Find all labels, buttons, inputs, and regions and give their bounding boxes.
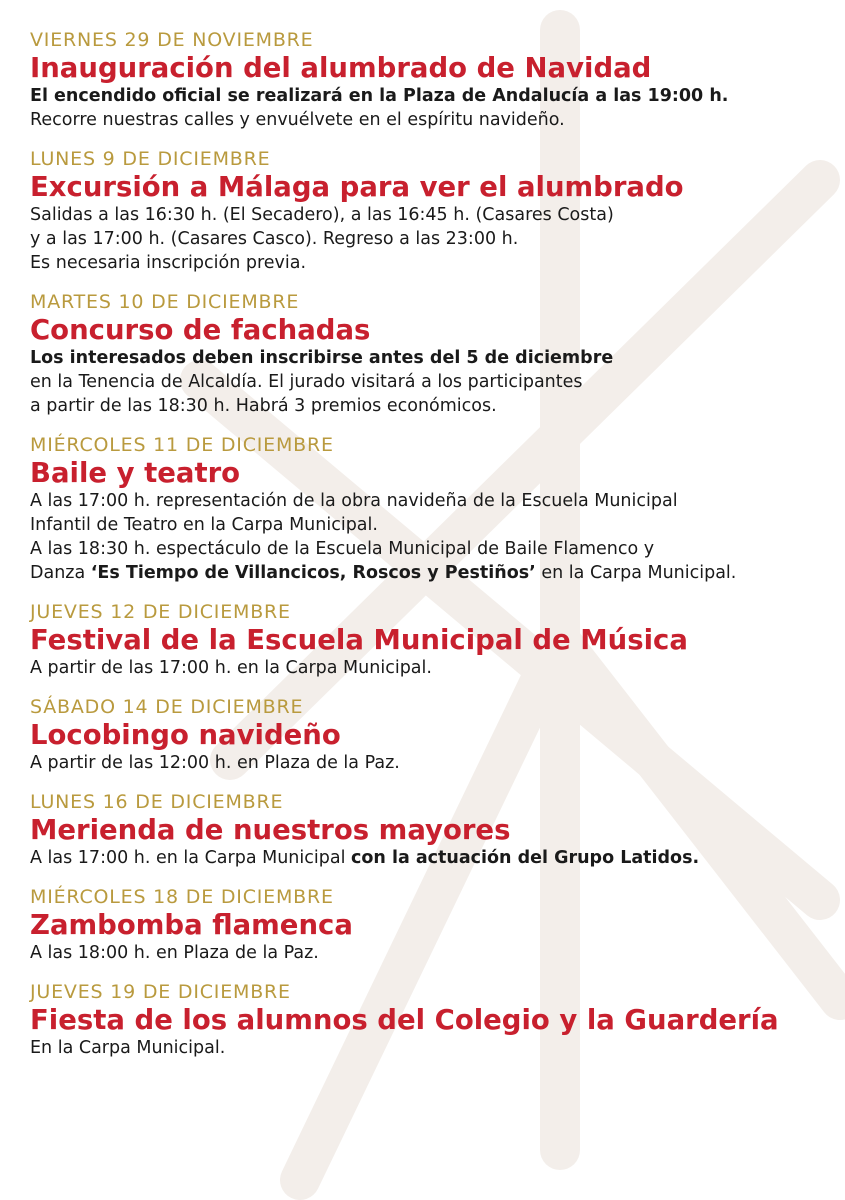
description-text: y a las 17:00 h. (Casares Casco). Regreso a las 23:00 h. (30, 229, 519, 249)
event-title: Locobingo navideño (30, 719, 341, 751)
description-text: Infantil de Teatro en la Carpa Municipal. (30, 515, 378, 535)
description-text: A las 18:00 h. en Plaza de la Paz. (30, 943, 319, 963)
event-title: Baile y teatro (30, 457, 241, 489)
event-item (30, 147, 830, 275)
event-title: Inauguración del alumbrado de Navidad (30, 52, 652, 84)
event-title: Zambomba flamenca (30, 909, 353, 941)
event-description-line (30, 513, 830, 537)
description-text: en la Tenencia de Alcaldía. El jurado visitará a los participantes (30, 372, 583, 392)
event-item (30, 885, 830, 965)
event-description-line (30, 84, 830, 108)
description-text: en la Carpa Municipal. (535, 563, 737, 583)
event-date: VIERNES 29 DE NOVIEMBRE (30, 29, 314, 51)
event-description-line (30, 227, 830, 251)
description-text: Salidas a las 16:30 h. (El Secadero), a las 16:45 h. (Casares Costa) (30, 205, 614, 225)
event-program (30, 28, 830, 1075)
event-date: LUNES 9 DE DICIEMBRE (30, 148, 271, 170)
event-date: SÁBADO 14 DE DICIEMBRE (30, 696, 304, 718)
event-description-line (30, 656, 830, 680)
description-text: Recorre nuestras calles y envuélvete en el espíritu navideño. (30, 110, 565, 130)
event-date: MIÉRCOLES 11 DE DICIEMBRE (30, 434, 334, 456)
event-description-line (30, 203, 830, 227)
event-item (30, 290, 830, 418)
description-text: Danza (30, 563, 91, 583)
description-bold-text: con la actuación del Grupo Latidos. (351, 848, 700, 868)
event-description-line (30, 108, 830, 132)
description-bold-text: El encendido oficial se realizará en la Plaza de Andalucía a las 19:00 h. (30, 86, 729, 106)
event-description-line (30, 941, 830, 965)
event-item (30, 980, 830, 1060)
event-date: MARTES 10 DE DICIEMBRE (30, 291, 300, 313)
event-item (30, 600, 830, 680)
event-date: JUEVES 19 DE DICIEMBRE (30, 981, 291, 1003)
description-text: Es necesaria inscripción previa. (30, 253, 307, 273)
event-description-line (30, 537, 830, 561)
description-bold-text: Los interesados deben inscribirse antes del 5 de diciembre (30, 348, 614, 368)
event-title: Excursión a Málaga para ver el alumbrado (30, 171, 684, 203)
description-text: A partir de las 12:00 h. en Plaza de la Paz. (30, 753, 400, 773)
description-text: A partir de las 17:00 h. en la Carpa Municipal. (30, 658, 432, 678)
event-description-line (30, 561, 830, 585)
event-description-line (30, 370, 830, 394)
event-item (30, 695, 830, 775)
event-title: Fiesta de los alumnos del Colegio y la Guardería (30, 1004, 779, 1036)
event-description-line (30, 489, 830, 513)
event-description-line (30, 346, 830, 370)
description-bold-text: ‘Es Tiempo de Villancicos, Roscos y Pestiños’ (90, 563, 536, 583)
description-text: a partir de las 18:30 h. Habrá 3 premios económicos. (30, 396, 497, 416)
event-description-line (30, 751, 830, 775)
event-description-line (30, 251, 830, 275)
event-title: Merienda de nuestros mayores (30, 814, 511, 846)
event-description-line (30, 1036, 830, 1060)
event-description-line (30, 846, 830, 870)
event-item (30, 433, 830, 585)
event-date: MIÉRCOLES 18 DE DICIEMBRE (30, 886, 334, 908)
description-text: A las 17:00 h. representación de la obra navideña de la Escuela Municipal (30, 491, 678, 511)
event-date: LUNES 16 DE DICIEMBRE (30, 791, 284, 813)
event-title: Concurso de fachadas (30, 314, 371, 346)
event-title: Festival de la Escuela Municipal de Música (30, 624, 688, 656)
event-date: JUEVES 12 DE DICIEMBRE (30, 601, 291, 623)
description-text: A las 17:00 h. en la Carpa Municipal (30, 848, 351, 868)
event-item (30, 28, 830, 132)
event-description-line (30, 394, 830, 418)
description-text: En la Carpa Municipal. (30, 1038, 226, 1058)
event-item (30, 790, 830, 870)
description-text: A las 18:30 h. espectáculo de la Escuela Municipal de Baile Flamenco y (30, 539, 655, 559)
